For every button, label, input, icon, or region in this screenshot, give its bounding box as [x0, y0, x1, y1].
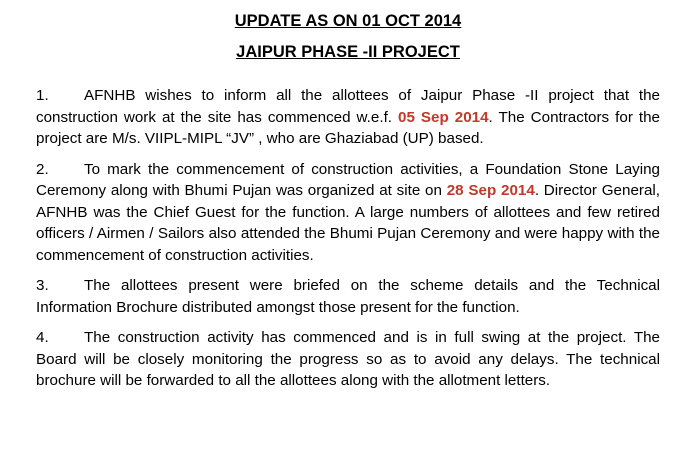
paragraph-list	[36, 85, 660, 392]
paragraph-text: The construction activity has commenced and is in full swing at the project. The Board will be closely monitoring the progress so as to avoid any delays. The technical brochure will be forwarded to all the allottees along with the allotment letters.	[36, 329, 660, 389]
paragraph-text: To mark the commencement of construction activities, a Foundation Stone Laying Ceremony along with Bhumi Pujan was organized at site on	[36, 160, 660, 199]
document-subtitle: JAIPUR PHASE -II PROJECT	[236, 43, 460, 61]
paragraph-number: 3.	[36, 277, 49, 294]
paragraph-3	[36, 275, 660, 318]
paragraph-text: The allottees present were briefed on the scheme details and the Technical Information Brochure distributed amongst those present for the function.	[36, 277, 660, 316]
paragraph-number: 4.	[36, 329, 49, 346]
paragraph-number: 1.	[36, 87, 49, 104]
highlighted-date: 28 Sep 2014	[446, 182, 535, 199]
paragraph-4	[36, 327, 660, 392]
paragraph-text: . The Contractors for the project are M/s. VIIPL-MIPL “JV” , who are Ghaziabad (UP) based.	[36, 108, 660, 147]
highlighted-date: 05 Sep 2014	[398, 108, 489, 126]
paragraph-1	[36, 85, 660, 150]
paragraph-text: AFNHB wishes to inform all the allottees of Jaipur Phase -II project that the construction work at the site has commenced w.e.f.	[36, 87, 660, 126]
paragraph-number: 2.	[36, 160, 49, 178]
paragraph-2	[36, 159, 660, 267]
paragraph-text: . Director General, AFNHB was the Chief Guest for the function. A large numbers of allottees and few retired officers / Airmen / Sailors also attended the Bhumi Pujan Ceremony and were happy with the commencement of construction activities.	[36, 182, 660, 264]
document-title: UPDATE AS ON 01 OCT 2014	[234, 12, 462, 30]
